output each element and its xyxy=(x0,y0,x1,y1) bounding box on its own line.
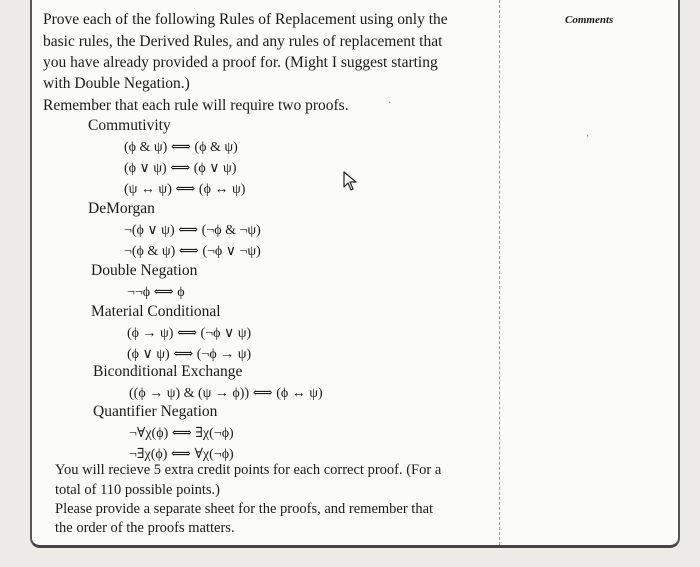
stray-mark: · xyxy=(388,98,392,109)
formula-commutivity-1: (ϕ & ψ) ⟺ (ϕ & ψ) xyxy=(124,140,238,155)
comments-label: Comments xyxy=(565,14,614,26)
mouse-pointer-icon xyxy=(343,171,359,196)
formula-demorgan-2: ¬(ϕ & ψ) ⟺ (¬ϕ ∨ ¬ψ) xyxy=(124,244,261,259)
footer-line-4: the order of the proofs matters. xyxy=(55,520,235,536)
formula-material-conditional-1: (ϕ → ψ) ⟺ (¬ϕ ∨ ψ) xyxy=(127,326,252,341)
intro-line-2: basic rules, the Derived Rules, and any rules of replacement that xyxy=(43,33,443,50)
footer-line-1: You will recieve 5 extra credit points for each correct proof. (For a xyxy=(55,462,442,478)
formula-commutivity-3: (ψ ↔ ψ) ⟺ (ϕ ↔ ψ) xyxy=(124,182,246,197)
section-title-biconditional-exchange: Biconditional Exchange xyxy=(93,363,243,380)
footer-line-3: Please provide a separate sheet for the proofs, and remember that xyxy=(55,501,434,517)
formula-commutivity-2: (ϕ ∨ ψ) ⟺ (ϕ ∨ ψ) xyxy=(124,161,237,176)
formula-quantifier-negation-2: ¬∃χ(ϕ) ⟺ ∀χ(¬ϕ) xyxy=(129,447,234,462)
footer-line-2: total of 110 possible points.) xyxy=(55,482,220,498)
intro-line-4: with Double Negation.) xyxy=(43,75,190,92)
section-title-commutivity: Commutivity xyxy=(88,117,171,134)
section-title-material-conditional: Material Conditional xyxy=(91,303,221,320)
section-title-demorgan: DeMorgan xyxy=(88,200,155,217)
intro-line-1: Prove each of the following Rules of Replacement using only the xyxy=(43,11,448,28)
formula-quantifier-negation-1: ¬∀χ(ϕ) ⟺ ∃χ(¬ϕ) xyxy=(129,426,234,441)
section-title-double-negation: Double Negation xyxy=(91,262,198,279)
comment-mark: ‚ xyxy=(586,128,590,139)
formula-material-conditional-2: (ϕ ∨ ψ) ⟺ (¬ϕ → ψ) xyxy=(127,347,252,362)
formula-demorgan-1: ¬(ϕ ∨ ψ) ⟺ (¬ϕ & ¬ψ) xyxy=(124,223,261,238)
formula-double-negation-1: ¬¬ϕ ⟺ ϕ xyxy=(127,285,185,300)
formula-biconditional-exchange-1: ((ϕ → ψ) & (ψ → ϕ)) ⟺ (ϕ ↔ ψ) xyxy=(129,386,323,401)
intro-line-3: you have already provided a proof for. (Might I suggest starting xyxy=(43,54,438,71)
intro-line-5: Remember that each rule will require two proofs. xyxy=(43,97,349,114)
comments-column xyxy=(499,0,681,545)
section-title-quantifier-negation: Quantifier Negation xyxy=(93,403,218,420)
